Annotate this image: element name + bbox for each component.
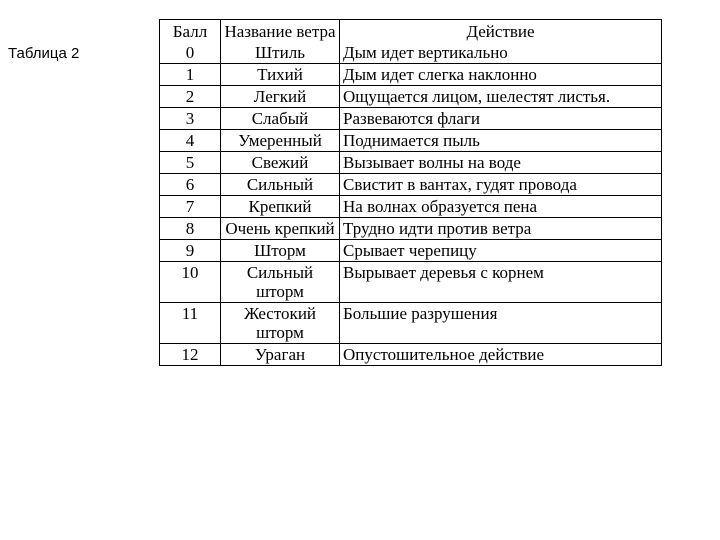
header-wind-name: Название ветра	[221, 20, 340, 43]
table-caption: Таблица 2	[8, 45, 80, 62]
cell-ball: 4	[160, 130, 221, 152]
table-row	[160, 152, 662, 174]
cell-action: Дым идет вертикально	[340, 42, 662, 64]
cell-ball: 8	[160, 218, 221, 240]
cell-action: Ощущается лицом, шелестят листья.	[340, 86, 662, 108]
cell-wind-name: Тихий	[221, 64, 340, 86]
cell-action: Опустошительное действие	[340, 344, 662, 366]
table-row	[160, 174, 662, 196]
table-row	[160, 240, 662, 262]
cell-action: Дым идет слегка наклонно	[340, 64, 662, 86]
header-action: Действие	[340, 20, 662, 43]
table-row	[160, 196, 662, 218]
cell-ball: 10	[160, 262, 221, 303]
table-row	[160, 86, 662, 108]
table-body	[160, 42, 662, 366]
cell-wind-name: Сильный	[221, 174, 340, 196]
cell-action: Поднимается пыль	[340, 130, 662, 152]
cell-ball: 0	[160, 42, 221, 64]
table-row	[160, 130, 662, 152]
cell-action: Срывает черепицу	[340, 240, 662, 262]
cell-ball: 11	[160, 303, 221, 344]
table-header-row	[160, 20, 662, 43]
cell-wind-name: Шторм	[221, 240, 340, 262]
cell-action: На волнах образуется пена	[340, 196, 662, 218]
cell-ball: 6	[160, 174, 221, 196]
cell-ball: 9	[160, 240, 221, 262]
header-ball: Балл	[160, 20, 221, 43]
table-row	[160, 64, 662, 86]
cell-wind-name: Крепкий	[221, 196, 340, 218]
cell-ball: 2	[160, 86, 221, 108]
cell-wind-name: Очень крепкий	[221, 218, 340, 240]
cell-ball: 3	[160, 108, 221, 130]
cell-ball: 7	[160, 196, 221, 218]
wind-scale-table	[159, 19, 662, 366]
cell-wind-name: Штиль	[221, 42, 340, 64]
cell-wind-name: Сильный шторм	[221, 262, 340, 303]
cell-wind-name: Ураган	[221, 344, 340, 366]
cell-action: Большие разрушения	[340, 303, 662, 344]
table-row	[160, 344, 662, 366]
table-row	[160, 218, 662, 240]
cell-ball: 5	[160, 152, 221, 174]
table-row	[160, 42, 662, 64]
cell-wind-name: Слабый	[221, 108, 340, 130]
cell-action: Вызывает волны на воде	[340, 152, 662, 174]
table-row	[160, 108, 662, 130]
cell-ball: 12	[160, 344, 221, 366]
cell-action: Свистит в вантах, гудят провода	[340, 174, 662, 196]
cell-wind-name: Свежий	[221, 152, 340, 174]
cell-action: Развеваются флаги	[340, 108, 662, 130]
table-row	[160, 303, 662, 344]
cell-wind-name: Умеренный	[221, 130, 340, 152]
cell-wind-name: Жестокий шторм	[221, 303, 340, 344]
cell-ball: 1	[160, 64, 221, 86]
table-row	[160, 262, 662, 303]
cell-action: Вырывает деревья с корнем	[340, 262, 662, 303]
cell-wind-name: Легкий	[221, 86, 340, 108]
cell-action: Трудно идти против ветра	[340, 218, 662, 240]
